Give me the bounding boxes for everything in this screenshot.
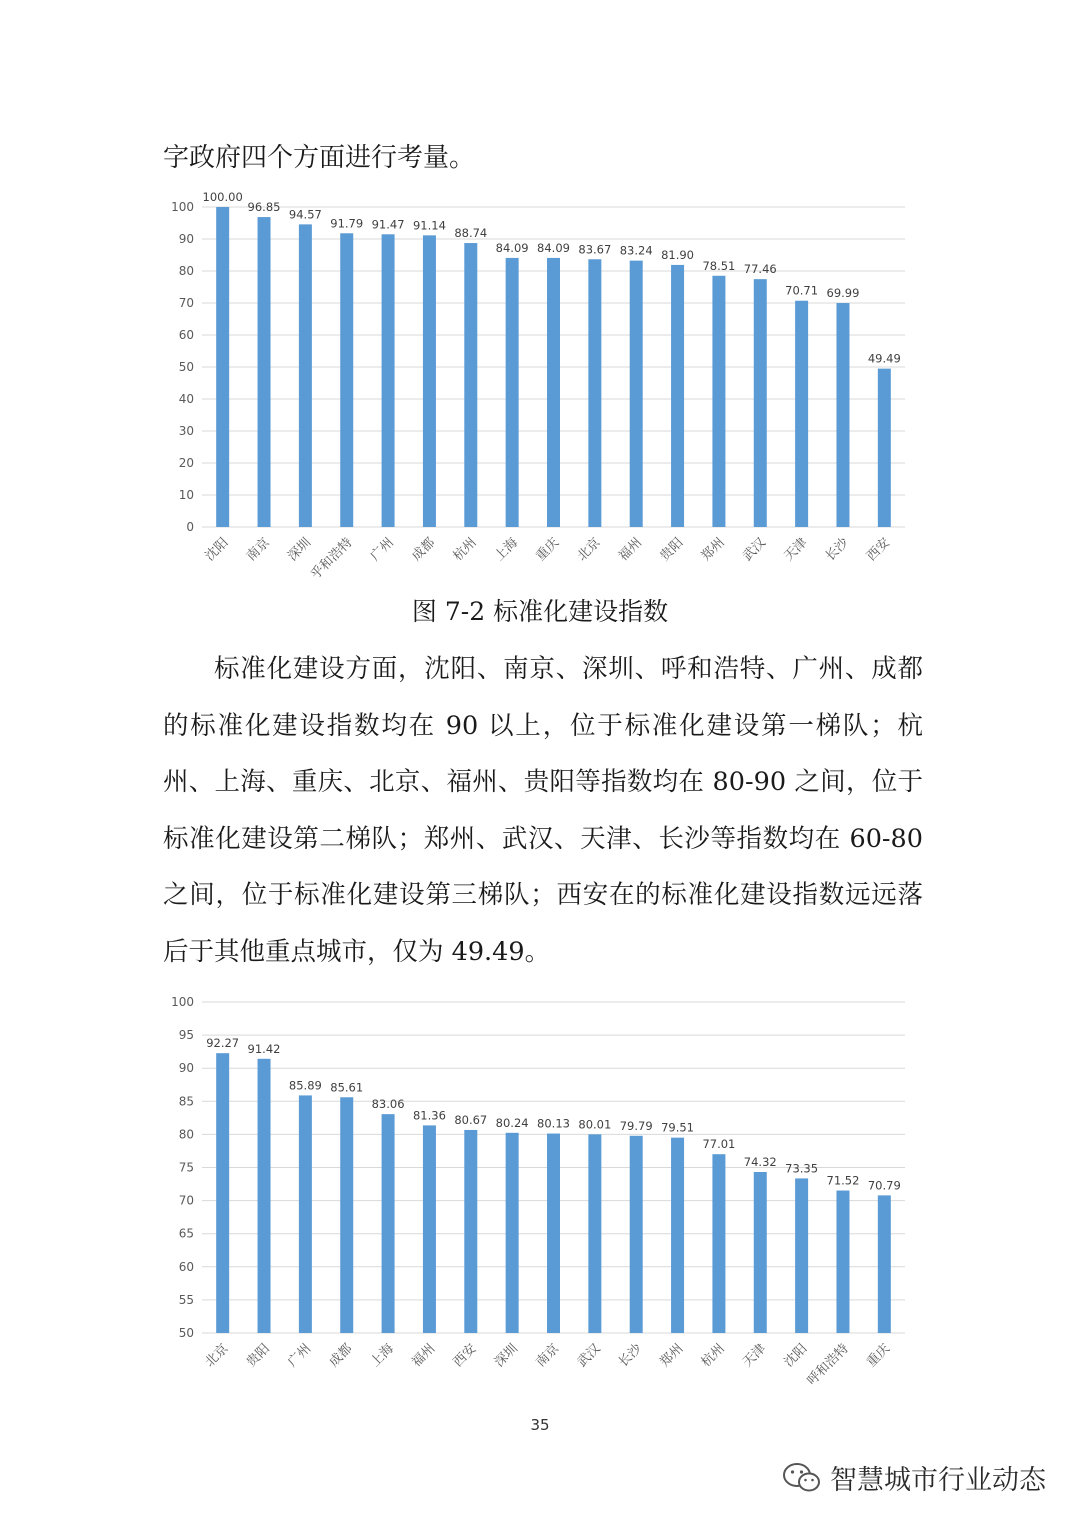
category-label: 成都 — [326, 1341, 356, 1371]
y-tick-label: 30 — [178, 424, 194, 438]
y-tick-label: 60 — [178, 328, 194, 342]
y-tick-label: 80 — [178, 264, 194, 278]
category-label: 杭州 — [450, 535, 480, 565]
category-label: 成都 — [409, 535, 439, 565]
data-label: 70.79 — [867, 1178, 901, 1193]
y-tick-label: 80 — [178, 1127, 194, 1142]
data-label: 84.09 — [537, 240, 570, 255]
category-label: 福州 — [409, 1341, 439, 1371]
bar — [299, 224, 312, 527]
y-tick-label: 70 — [178, 296, 194, 310]
y-tick-label: 100 — [171, 200, 194, 214]
data-label: 83.24 — [619, 243, 653, 258]
bar — [423, 235, 436, 527]
bar — [299, 1095, 312, 1333]
y-tick-label: 40 — [178, 392, 194, 406]
bar — [382, 1114, 395, 1333]
category-label: 长沙 — [822, 535, 852, 565]
data-label: 81.90 — [661, 247, 695, 262]
second-index-chart — [0, 985, 1080, 1405]
category-label: 天津 — [740, 1341, 770, 1371]
bar — [795, 1178, 808, 1333]
data-label: 85.89 — [288, 1078, 322, 1093]
bar — [506, 258, 519, 527]
data-label: 91.42 — [247, 1041, 281, 1056]
category-label: 北京 — [202, 1341, 232, 1371]
bar — [795, 301, 808, 527]
bar — [216, 1053, 229, 1333]
category-label: 西安 — [864, 535, 894, 565]
page-number: 35 — [530, 1416, 550, 1434]
bar — [754, 279, 767, 527]
bar — [671, 265, 684, 527]
bar — [258, 1059, 271, 1333]
category-label: 重庆 — [533, 535, 563, 565]
y-tick-label: 55 — [178, 1292, 194, 1307]
category-label: 呼和浩特 — [804, 1341, 852, 1389]
category-label: 长沙 — [616, 1341, 646, 1371]
bar — [547, 258, 560, 527]
bar — [423, 1125, 436, 1333]
data-label: 80.24 — [495, 1115, 529, 1130]
category-label: 贵阳 — [243, 1341, 273, 1371]
category-label: 北京 — [574, 535, 604, 565]
bar — [712, 1154, 725, 1333]
data-label: 83.67 — [578, 242, 612, 257]
category-label: 武汉 — [740, 535, 770, 565]
data-label: 77.46 — [743, 262, 777, 277]
bar — [464, 243, 477, 527]
data-label: 49.49 — [867, 351, 901, 366]
data-label: 94.57 — [288, 207, 322, 222]
watermark-text: 智慧城市行业动态 — [830, 1465, 1046, 1496]
data-label: 70.71 — [785, 283, 819, 298]
data-label: 91.47 — [371, 217, 405, 232]
bar — [588, 259, 601, 527]
bar — [216, 207, 229, 527]
data-label: 91.79 — [330, 216, 364, 231]
bar — [836, 303, 849, 527]
data-label: 69.99 — [826, 286, 860, 301]
body-paragraph: 标准化建设方面，沈阳、南京、深圳、呼和浩特、广州、成都的标准化建设指数均在 90 以上，位于标准化建设第一梯队；杭州、上海、重庆、北京、福州、贵阳等指数均在 80-90 之间，位于标准化建设第二梯队；郑州、武汉、天津、长沙等指数均在 60-80 之间，位于标准化建设第三梯队；西安在的标准化建设指数远远落后于其他重点城市，仅为 49.49。 — [163, 654, 923, 967]
category-label: 天津 — [781, 535, 811, 565]
category-label: 广州 — [367, 535, 397, 565]
y-tick-label: 85 — [178, 1094, 194, 1109]
bar — [340, 1097, 353, 1333]
category-label: 福州 — [616, 535, 646, 565]
data-label: 79.79 — [619, 1118, 653, 1133]
y-tick-label: 70 — [178, 1193, 194, 1208]
category-label: 重庆 — [864, 1341, 894, 1371]
data-label: 84.09 — [495, 240, 529, 255]
y-tick-label: 50 — [178, 360, 194, 374]
data-label: 78.51 — [702, 258, 736, 273]
category-label: 南京 — [243, 535, 273, 565]
data-label: 83.06 — [371, 1097, 405, 1112]
watermark — [782, 1458, 1046, 1497]
y-tick-label: 95 — [178, 1028, 194, 1043]
bar — [464, 1130, 477, 1333]
category-label: 沈阳 — [781, 1341, 811, 1371]
bar — [382, 234, 395, 527]
bar — [506, 1133, 519, 1333]
bar — [754, 1172, 767, 1333]
category-label: 贵阳 — [657, 535, 687, 565]
category-label: 沈阳 — [202, 535, 232, 565]
data-label: 80.01 — [578, 1117, 612, 1132]
bar — [588, 1134, 601, 1333]
category-label: 南京 — [533, 1341, 563, 1371]
y-tick-label: 75 — [178, 1160, 194, 1175]
category-label: 深圳 — [491, 1341, 521, 1371]
y-tick-label: 90 — [178, 232, 194, 246]
standardization-index-chart — [0, 190, 1080, 590]
bar — [630, 1136, 643, 1333]
category-label: 乎和浩特 — [308, 535, 356, 583]
category-label: 郑州 — [698, 535, 728, 565]
category-label: 上海 — [491, 535, 521, 565]
category-label: 深圳 — [285, 535, 315, 565]
bar — [630, 261, 643, 527]
y-tick-label: 50 — [178, 1326, 194, 1340]
data-label: 74.32 — [743, 1155, 777, 1170]
data-label: 85.61 — [330, 1080, 364, 1095]
category-label: 郑州 — [657, 1341, 687, 1371]
bar — [836, 1191, 849, 1333]
bar — [340, 233, 353, 527]
category-label: 杭州 — [698, 1341, 728, 1371]
data-label: 73.35 — [785, 1161, 819, 1176]
category-label: 武汉 — [574, 1341, 604, 1371]
data-label: 80.67 — [454, 1112, 488, 1127]
category-label: 上海 — [367, 1341, 397, 1371]
category-label: 西安 — [450, 1341, 480, 1371]
y-tick-label: 65 — [178, 1226, 194, 1241]
y-tick-label: 20 — [178, 456, 194, 470]
bar — [712, 276, 725, 527]
data-label: 79.51 — [661, 1120, 695, 1135]
wechat-icon — [782, 1461, 822, 1495]
data-label: 96.85 — [247, 200, 281, 215]
data-label: 80.13 — [537, 1116, 570, 1131]
data-label: 81.36 — [412, 1108, 446, 1123]
y-tick-label: 60 — [178, 1259, 194, 1274]
bar — [671, 1138, 684, 1333]
y-tick-label: 100 — [171, 995, 194, 1009]
data-label: 100.00 — [202, 190, 243, 204]
y-tick-label: 90 — [178, 1061, 194, 1076]
bar — [878, 1195, 891, 1333]
y-tick-label: 0 — [186, 520, 194, 534]
data-label: 77.01 — [702, 1137, 736, 1152]
y-tick-label: 10 — [178, 488, 194, 502]
intro-line: 字政府四个方面进行考量。 — [163, 143, 476, 173]
bar — [547, 1134, 560, 1333]
data-label: 91.14 — [412, 218, 446, 233]
bar — [878, 369, 891, 527]
category-label: 广州 — [285, 1341, 315, 1371]
figure-caption: 图 7-2 标准化建设指数 — [411, 597, 669, 626]
data-label: 88.74 — [454, 226, 488, 241]
bar — [258, 217, 271, 527]
data-label: 71.52 — [826, 1173, 860, 1188]
data-label: 92.27 — [206, 1036, 240, 1051]
